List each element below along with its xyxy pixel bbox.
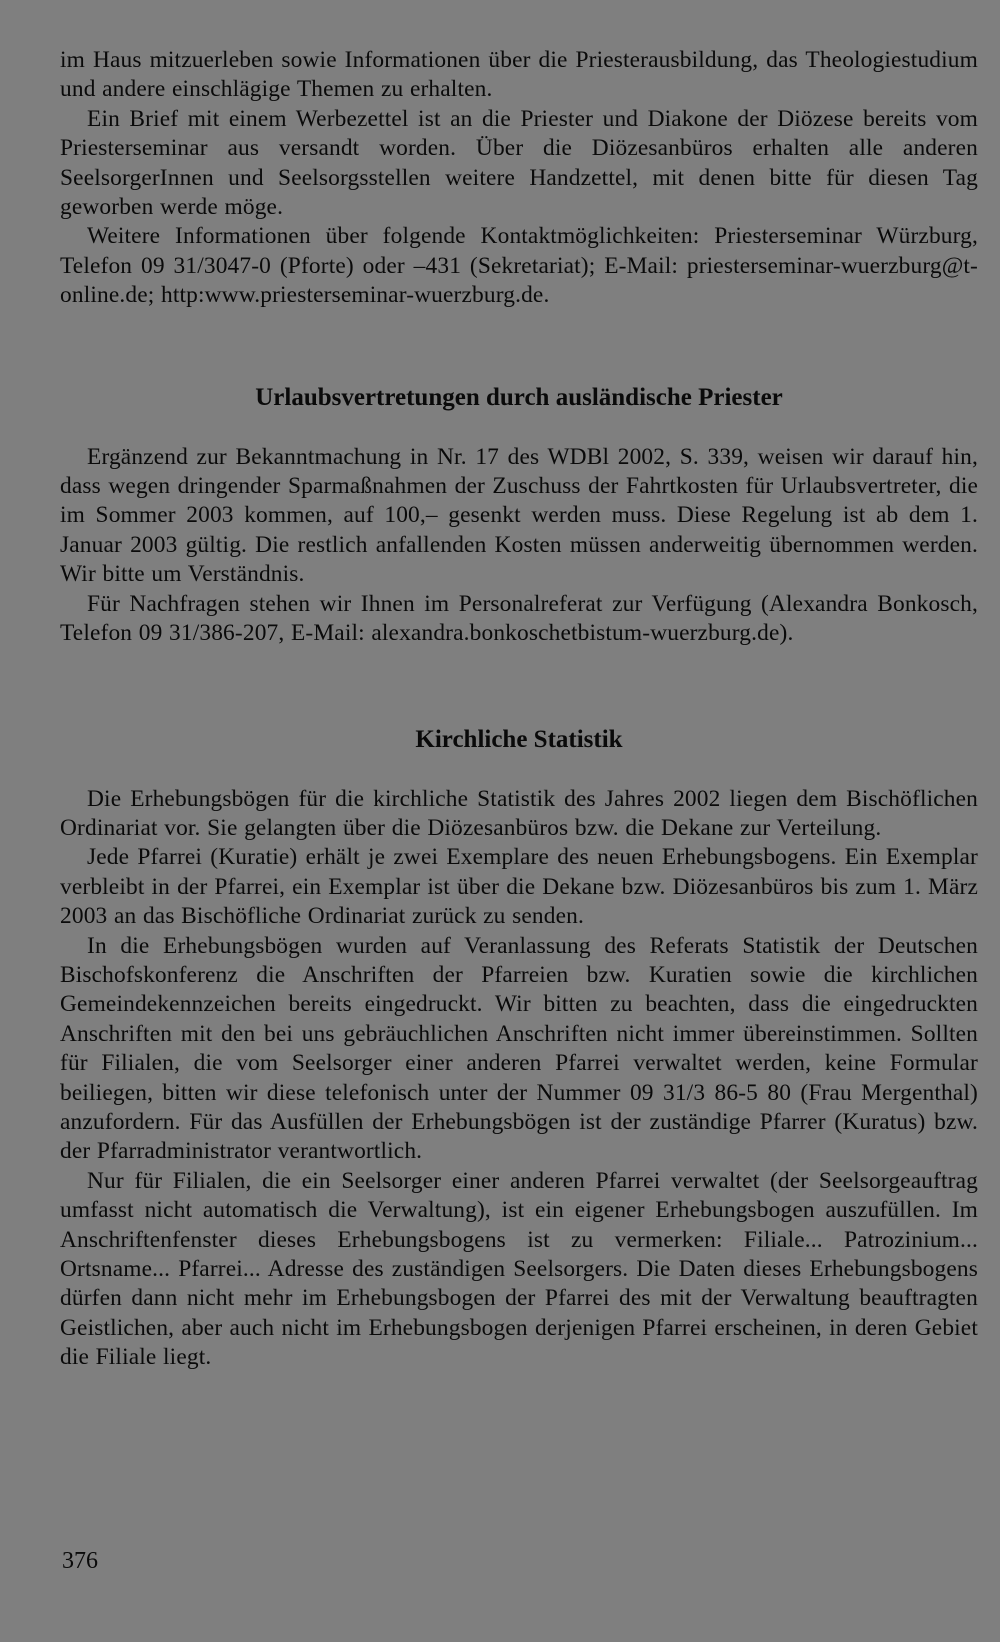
document-page [60,46,978,1373]
intro-paragraph-3: Weitere Informationen über folgende Kontaktmöglichkeiten: Priesterseminar Würzburg, Telefon 09 31/3047-0 (Pforte) oder –431 (Sekretariat); E-Mail: priesterseminar-wuerzburg@t-online.de; http:www.priesterseminar-wuerzburg.de. [60,223,978,309]
intro-paragraph-1: im Haus mitzuerleben sowie Informationen über die Priesterausbildung, das Theologiestudium und andere einschlägige Themen zu erhalten. [60,47,978,103]
section2-paragraph-3: In die Erhebungsbögen wurden auf Veranlassung des Referats Statistik der Deutschen Bischofskonferenz die Anschriften der Pfarreien bzw. Kuratien sowie die kirchlichen Gemeindekennzeichen bereits eingedruckt. Wir bitten zu beachten, dass die eingedruckten Anschriften mit den bei uns gebräuchlichen Anschriften nicht immer übereinstimmen. Sollten für Filialen, die vom Seelsorger einer anderen Pfarrei verwaltet werden, keine Formular beiliegen, bitten wir diese telefonisch unter der Nummer 09 31/3 86-5 80 (Frau Mergenthal) anzufordern. Für das Ausfüllen der Erhebungsbögen ist der zuständige Pfarrer (Kuratus) bzw. der Pfarradministrator verantwortlich. [60,932,978,1165]
section2-paragraph-2: Jede Pfarrei (Kuratie) erhält je zwei Exemplare des neuen Erhebungsbogens. Ein Exemplar verbleibt in der Pfarrei, ein Exemplar ist über die Dekane bzw. Diözesanbüros bis zum 1. März 2003 an das Bischöfliche Ordinariat zurück zu senden. [60,844,978,930]
section2-paragraph-1: Die Erhebungsbögen für die kirchliche Statistik des Jahres 2002 liegen dem Bischöflichen Ordinariat vor. Sie gelangten über die Diözesanbüros bzw. die Dekane zur Verteilung. [60,785,978,841]
intro-section [60,46,978,311]
section-kirchliche-statistik [60,724,978,1373]
page-number: 376 [62,1548,98,1574]
section-heading: Kirchliche Statistik [415,725,623,753]
section1-paragraph-1: Ergänzend zur Bekanntmachung in Nr. 17 des WDBl 2002, S. 339, weisen wir darauf hin, dass wegen dringender Sparmaßnahmen der Zuschuss der Fahrtkosten für Urlaubsvertreter, die im Sommer 2003 kommen, auf 100,– gesenkt werden muss. Diese Regelung ist ab dem 1. Januar 2003 gültig. Die restlich anfallenden Kosten müssen anderweitig übernommen werden. Wir bitte um Verständnis. [60,443,978,588]
intro-paragraph-2: Ein Brief mit einem Werbezettel ist an die Priester und Diakone der Diözese bereits vom Priesterseminar aus versandt worden. Über die Diözesanbüros erhalten alle anderen SeelsorgerInnen und Seelsorgsstellen weitere Handzettel, mit denen bitte für diesen Tag geworben werde möge. [60,105,978,221]
section-heading: Urlaubsvertretungen durch ausländische Priester [255,383,783,411]
section2-paragraph-4: Nur für Filialen, die ein Seelsorger einer anderen Pfarrei verwaltet (der Seelsorgeauftrag umfasst nicht automatisch die Verwaltung), ist ein eigener Erhebungsbogen auszufüllen. Im Anschriftenfenster dieses Erhebungsbogens ist zu vermerken: Filiale... Patrozinium... Ortsname... Pfarrei... Adresse des zuständigen Seelsorgers. Die Daten dieses Erhebungsbogens dürfen dann nicht mehr im Erhebungsbogen der Pfarrei des mit der Verwaltung beauftragten Geistlichen, aber auch nicht im Erhebungsbogen derjenigen Pfarrei erscheinen, in deren Gebiet die Filiale liegt. [60,1167,978,1371]
section-urlaubsvertretungen [60,382,978,649]
section1-paragraph-2: Für Nachfragen stehen wir Ihnen im Personalreferat zur Verfügung (Alexandra Bonkosch, Telefon 09 31/386-207, E-Mail: alexandra.bonkoschetbistum-wuerzburg.de). [60,590,978,647]
